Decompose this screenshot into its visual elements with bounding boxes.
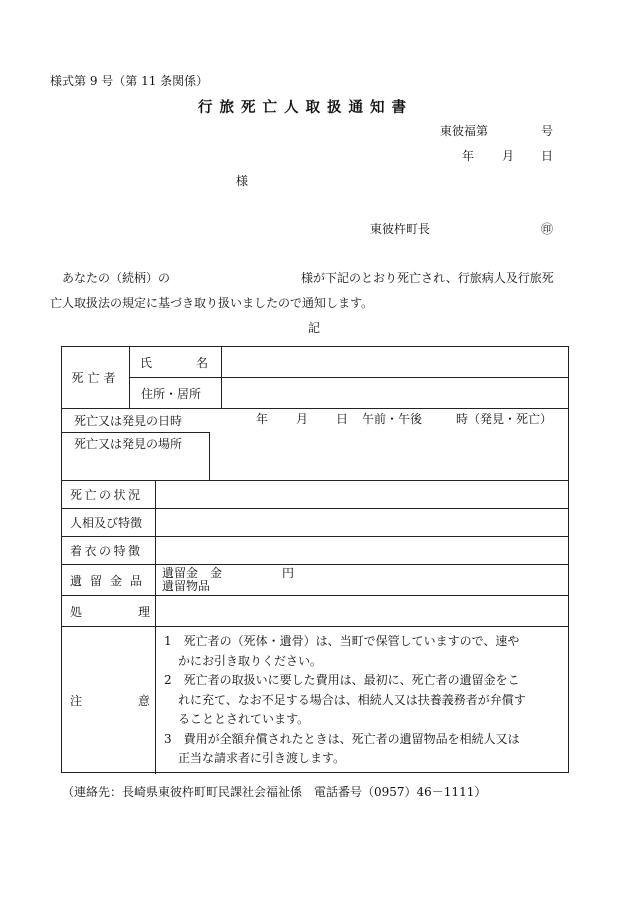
date-day: 日 <box>541 149 554 163</box>
place-label: 死亡又は発見の場所 <box>74 436 183 451</box>
body-line2: 亡人取扱法の規定に基づき取り扱いましたので通知します。 <box>50 296 374 310</box>
belongings-label: 遺留金品 <box>70 573 151 588</box>
deceased-label: 死亡者 <box>71 371 120 385</box>
disposal-field[interactable] <box>156 596 569 626</box>
body-line1-a: あなたの（続柄）の <box>62 271 171 285</box>
notes-label: 注 意 <box>70 694 150 708</box>
note-line-2: かにお引き取りください。 <box>178 653 323 668</box>
doc-number-prefix: 東彼福第 <box>440 124 489 138</box>
address-label: 住所・居所 <box>141 386 202 401</box>
datetime-label: 死亡又は発見の日時 <box>74 414 183 428</box>
situation-field[interactable] <box>156 481 569 508</box>
contact-info: （連絡先：長崎県東彼杵町町民課社会福祉係 電話番号（0957）46－1111） <box>62 785 487 799</box>
belongings-field[interactable]: 遺留金 金 円 遺留物品 <box>162 566 295 593</box>
name-field[interactable] <box>222 347 569 377</box>
issuer-name: 東彼杵町長 <box>370 222 431 236</box>
doc-number-suffix: 号 <box>541 124 554 138</box>
note-line-7: 正当な請求者に引き渡します。 <box>178 751 346 765</box>
clothing-field[interactable] <box>156 537 569 564</box>
place-field[interactable] <box>210 433 569 480</box>
form-number: 様式第 9 号（第 11 条関係） <box>50 74 209 88</box>
datetime-field[interactable]: 年 月 日 午前・午後 時（発見・死亡） <box>256 412 553 426</box>
seal-mark: ㊞ <box>541 222 554 236</box>
disposal-label: 処 理 <box>70 604 150 619</box>
notice-table <box>61 346 569 773</box>
ki-heading: 記 <box>308 321 321 335</box>
note-line-6: 3 費用が全額弁償されたときは、死亡者の遺留物品を相続人又は <box>164 731 520 746</box>
features-field[interactable] <box>156 509 569 536</box>
body-line1-b: 様が下記のとおり死亡され、行旅病人及行旅死 <box>301 271 554 285</box>
clothing-label: 着衣の特徴 <box>70 544 143 558</box>
date-month: 月 <box>502 149 515 163</box>
note-line-1: 1 死亡者の（死体・遺骨）は、当町で保管していますので、速や <box>164 634 520 648</box>
addressee-suffix: 様 <box>236 174 249 188</box>
document-title: 行旅死亡人取扱通知書 <box>198 100 413 116</box>
note-line-3: 2 死亡者の取扱いに要した費用は、最初に、死亡者の遺留金をこ <box>164 673 520 687</box>
note-line-5: ることとされています。 <box>178 712 310 726</box>
situation-label: 死亡の状況 <box>70 488 143 502</box>
name-label: 氏 名 <box>140 355 208 370</box>
features-label: 人相及び特徴 <box>70 516 143 530</box>
note-line-4: れに充て、なお不足する場合は、相続人又は扶養義務者が弁償す <box>178 692 526 707</box>
address-field[interactable] <box>222 378 569 408</box>
date-year: 年 <box>462 149 475 163</box>
